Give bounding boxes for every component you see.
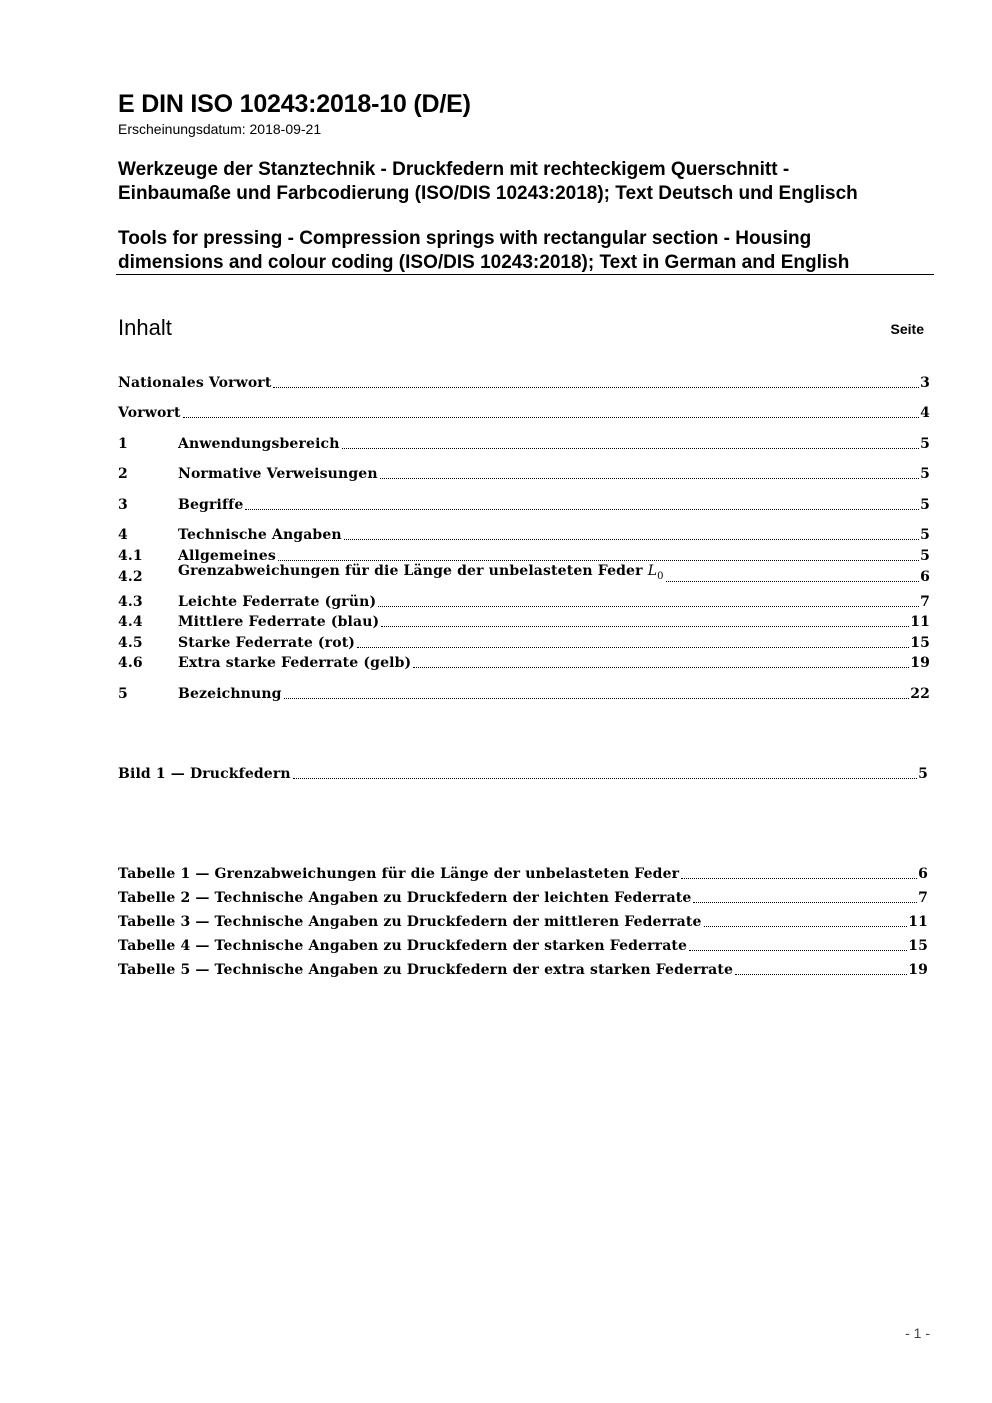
toc-leader-dots — [245, 509, 919, 510]
toc-entry-title: Tabelle 4 — Technische Angaben zu Druckfedern der starken Federrate — [118, 938, 688, 954]
toc-table-5[interactable] — [118, 959, 928, 979]
toc-entry-title: Bild 1 — Druckfedern — [118, 766, 291, 782]
toc-entry-title: Mittlere Federrate (blau) — [178, 614, 380, 630]
toc-entry-page: 5 — [920, 548, 930, 564]
toc-entry-number: 4.6 — [118, 655, 143, 671]
toc-entry-title: Leichte Federrate (grün) — [178, 594, 377, 610]
toc-entry-4-6[interactable] — [118, 652, 930, 672]
toc-leader-dots — [693, 902, 917, 903]
toc-leader-dots — [278, 560, 919, 561]
toc-entry-number: 4 — [118, 527, 128, 543]
toc-leader-dots — [183, 417, 920, 418]
toc-entry-page: 5 — [920, 527, 930, 543]
toc-entry-number: 4.5 — [118, 635, 143, 651]
publication-date: Erscheinungsdatum: 2018-09-21 — [118, 121, 322, 137]
symbol-letter: L — [647, 563, 658, 580]
toc-figure-1[interactable] — [118, 763, 928, 783]
toc-entry-page: 4 — [920, 405, 930, 421]
title-german-line-2: Einbaumaße und Farbcodierung (ISO/DIS 10243:2018); Text Deutsch und Englisch — [118, 183, 858, 204]
toc-entry-title: Tabelle 2 — Technische Angaben zu Druckfedern der leichten Federrate — [118, 890, 692, 906]
toc-entry-3[interactable] — [118, 494, 930, 514]
toc-table-2[interactable] — [118, 887, 928, 907]
toc-leader-dots — [284, 698, 910, 699]
toc-entry-vorwort[interactable] — [118, 402, 930, 422]
toc-entry-4-4[interactable] — [118, 611, 930, 631]
toc-leader-dots — [381, 626, 909, 627]
toc-entry-page: 11 — [910, 614, 930, 630]
toc-entry-page: 22 — [910, 686, 930, 702]
toc-entry-page: 7 — [920, 594, 930, 610]
toc-leader-dots — [681, 878, 917, 879]
toc-leader-dots — [378, 606, 919, 607]
toc-entry-page: 15 — [908, 938, 928, 954]
title-english — [118, 227, 938, 275]
toc-leader-dots — [380, 478, 919, 479]
toc-leader-dots — [704, 926, 908, 927]
toc-entry-page: 5 — [920, 497, 930, 513]
toc-entry-title: Starke Federrate (rot) — [178, 635, 356, 651]
toc-leader-dots — [689, 950, 907, 951]
title-german — [118, 158, 938, 206]
toc-entry-page: 7 — [918, 890, 928, 906]
toc-entry-4-5[interactable] — [118, 632, 930, 652]
toc-leader-dots — [357, 647, 909, 648]
toc-entry-title: Tabelle 1 — Grenzabweichungen für die Länge der unbelasteten Feder — [118, 866, 680, 882]
title-english-line-2: dimensions and colour coding (ISO/DIS 10243:2018); Text in German and English — [118, 252, 850, 273]
toc-entry-4[interactable] — [118, 524, 930, 544]
toc-entry-page: 6 — [920, 569, 930, 585]
toc-table-4[interactable] — [118, 935, 928, 955]
toc-entry-title: Anwendungsbereich — [178, 436, 340, 452]
toc-entry-page: 5 — [920, 436, 930, 452]
toc-entry-number: 4.1 — [118, 548, 143, 564]
toc-table-3[interactable] — [118, 911, 928, 931]
toc-entry-4-2[interactable] — [118, 563, 930, 586]
toc-entry-page: 6 — [918, 866, 928, 882]
toc-leader-dots — [293, 778, 917, 779]
symbol-subscript: 0 — [657, 571, 664, 582]
toc-entry-page: 5 — [918, 766, 928, 782]
toc-entry-title: Bezeichnung — [178, 686, 282, 702]
toc-entry-number: 2 — [118, 466, 128, 482]
toc-entry-4-3[interactable] — [118, 591, 930, 611]
toc-leader-dots — [666, 581, 919, 582]
toc-entry-nationales-vorwort[interactable] — [118, 372, 930, 392]
toc-entry-page: 15 — [910, 635, 930, 651]
toc-table-1[interactable] — [118, 863, 928, 883]
toc-entry-5[interactable] — [118, 683, 930, 703]
toc-entry-title: Nationales Vorwort — [118, 375, 272, 391]
toc-entry-number: 3 — [118, 497, 128, 513]
toc-entry-number: 4.3 — [118, 594, 143, 610]
toc-entry-number: 1 — [118, 436, 128, 452]
toc-entry-number: 4.4 — [118, 614, 143, 630]
toc-entry-number: 5 — [118, 686, 128, 702]
page-number: - 1 - — [905, 1325, 930, 1341]
toc-entry-title: Tabelle 3 — Technische Angaben zu Druckfedern der mittleren Federrate — [118, 914, 702, 930]
toc-entry-2[interactable] — [118, 463, 930, 483]
toc-leader-dots — [342, 448, 920, 449]
toc-entry-page: 11 — [908, 914, 928, 930]
toc-entry-1[interactable] — [118, 433, 930, 453]
toc-entry-title — [178, 562, 664, 586]
toc-entry-title: Allgemeines — [178, 548, 276, 564]
toc-entry-page: 5 — [920, 466, 930, 482]
title-divider — [116, 274, 934, 275]
toc-entry-page: 3 — [920, 375, 930, 391]
symbol-l0 — [647, 563, 664, 582]
toc-leader-dots — [273, 387, 919, 388]
toc-entry-number: 4.2 — [118, 569, 143, 585]
toc-leader-dots — [735, 974, 907, 975]
title-german-line-1: Werkzeuge der Stanztechnik - Druckfedern mit rechteckigem Querschnitt - — [118, 159, 790, 180]
toc-heading: Inhalt — [118, 315, 172, 340]
toc-entry-page: 19 — [910, 655, 930, 671]
toc-entry-title: Vorwort — [118, 405, 181, 421]
toc-entry-title: Technische Angaben — [178, 527, 342, 543]
title-english-line-1: Tools for pressing - Compression springs with rectangular section - Housing — [118, 228, 812, 249]
toc-entry-title: Normative Verweisungen — [178, 466, 378, 482]
toc-entry-title: Tabelle 5 — Technische Angaben zu Druckfedern der extra starken Federrate — [118, 962, 734, 978]
toc-entry-title-text: Grenzabweichungen für die Länge der unbelasteten Feder — [178, 563, 643, 580]
toc-page-label: Seite — [890, 321, 924, 337]
toc-entry-title: Extra starke Federrate (gelb) — [178, 655, 412, 671]
toc-entry-title: Begriffe — [178, 497, 244, 513]
document-id: E DIN ISO 10243:2018-10 (D/E) — [118, 90, 471, 118]
toc-leader-dots — [413, 667, 909, 668]
toc-entry-page: 19 — [908, 962, 928, 978]
toc-leader-dots — [344, 539, 919, 540]
